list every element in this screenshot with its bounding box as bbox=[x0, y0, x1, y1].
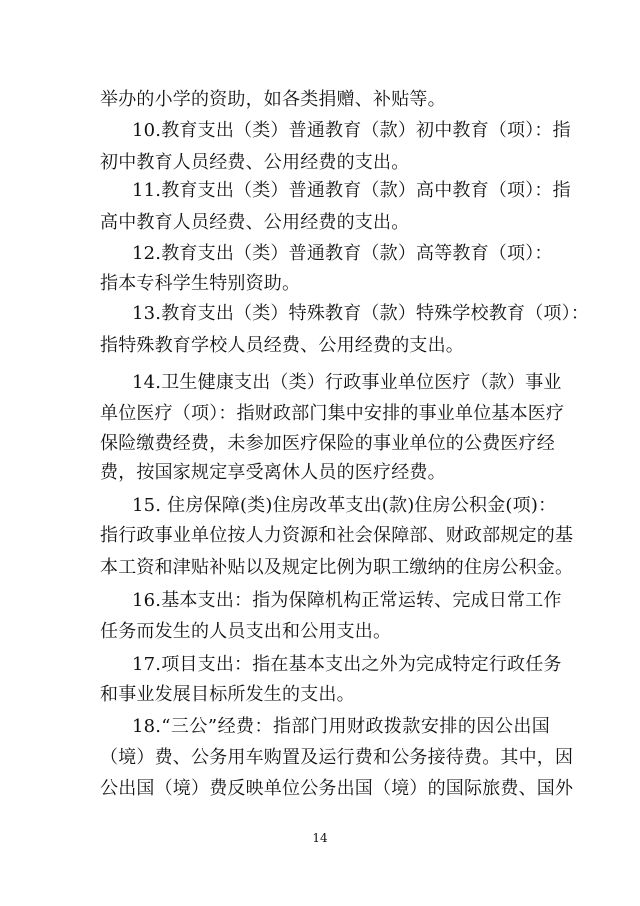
text-line: 和事业发展目标所发生的支出。 bbox=[100, 684, 355, 705]
text-line: 14.卫生健康支出（类）行政事业单位医疗（款）事业 bbox=[132, 372, 562, 393]
text-line: 10.教育支出（类）普通教育（款）初中教育（项）：指 bbox=[132, 120, 571, 141]
text-line: 18.“三公”经费：指部门用财政拨款安排的因公出国 bbox=[132, 716, 550, 737]
text-line: 费，按国家规定享受离休人员的医疗经费。 bbox=[100, 462, 446, 483]
text-line: 保险缴费经费，未参加医疗保险的事业单位的公费医疗经 bbox=[100, 433, 555, 454]
text-line: 17.项目支出：指在基本支出之外为完成特定行政任务 bbox=[132, 654, 562, 675]
text-line: 初中教育人员经费、公用经费的支出。 bbox=[100, 152, 410, 173]
text-line: 11.教育支出（类）普通教育（款）高中教育（项）：指 bbox=[132, 180, 571, 201]
text-line: 单位医疗（项）：指财政部门集中安排的事业单位基本医疗 bbox=[100, 403, 565, 424]
text-line: 指特殊教育学校人员经费、公用经费的支出。 bbox=[100, 335, 464, 356]
text-line: 指本专科学生特别资助。 bbox=[100, 273, 301, 294]
text-line: 12.教育支出（类）普通教育（款）高等教育（项）： bbox=[132, 243, 553, 264]
page-number: 14 bbox=[312, 831, 328, 845]
text-line: 任务而发生的人员支出和公用支出。 bbox=[100, 621, 392, 642]
text-line: 15. 住房保障(类)住房改革支出(款)住房公积金(项)： bbox=[132, 495, 557, 516]
text-line: 举办的小学的资助，如各类捐赠、补贴等。 bbox=[100, 89, 446, 110]
text-line: 公出国（境）费反映单位公务出国（境）的国际旅费、国外 bbox=[100, 778, 574, 799]
text-line: 16.基本支出：指为保障机构正常运转、完成日常工作 bbox=[132, 590, 562, 611]
text-line: （境）费、公务用车购置及运行费和公务接待费。其中，因 bbox=[100, 747, 574, 768]
text-line: 本工资和津贴补贴以及规定比例为职工缴纳的住房公积金。 bbox=[100, 557, 574, 578]
text-line: 指行政事业单位按人力资源和社会保障部、财政部规定的基 bbox=[100, 525, 574, 546]
text-line: 13.教育支出（类）特殊教育（款）特殊学校教育（项）： bbox=[132, 303, 590, 324]
text-line: 高中教育人员经费、公用经费的支出。 bbox=[100, 212, 410, 233]
